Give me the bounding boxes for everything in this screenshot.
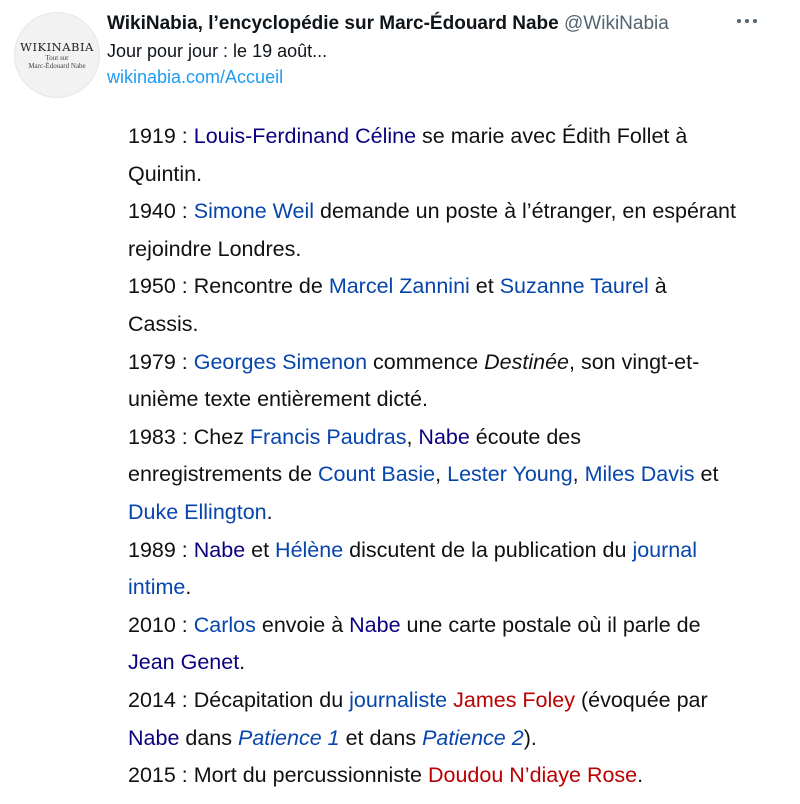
entry-text: 2015 : Mort du percussionniste <box>128 763 428 788</box>
tweet-link[interactable]: wikinabia.com/Accueil <box>107 67 284 87</box>
entry-text: ). <box>523 725 537 750</box>
entry-link[interactable]: Lester Young <box>447 462 573 487</box>
entry-text: et <box>469 274 500 299</box>
entry-link[interactable]: Georges Simenon <box>193 349 368 374</box>
entry-text: demande un poste à l’étranger, en espérant rejoindre Londres. <box>128 199 736 261</box>
entry-text: 1983 : Chez <box>128 424 250 449</box>
entry-link[interactable]: Suzanne Taurel <box>499 274 649 299</box>
avatar-tagline-1: Tout sur <box>45 54 69 62</box>
entry-link[interactable]: journal intime <box>128 537 697 600</box>
entry-link[interactable]: Francis Paudras <box>249 424 407 449</box>
more-dot <box>753 19 757 23</box>
entry-2010 <box>128 607 738 682</box>
entry-link[interactable]: Patience 2 <box>422 725 524 750</box>
entry-text: 1979 : <box>128 349 194 374</box>
entry-link[interactable]: Nabe <box>349 612 401 637</box>
entry-link[interactable]: Duke Ellington <box>128 499 267 524</box>
entry-link[interactable]: Nabe <box>128 725 180 750</box>
entry-text: 2010 : <box>128 612 194 637</box>
author-line <box>107 12 780 36</box>
entry-text: dans <box>179 725 238 750</box>
entry-link[interactable]: James Foley <box>453 687 575 712</box>
more-dot <box>737 19 741 23</box>
entry-link[interactable]: Carlos <box>193 612 256 637</box>
tweet-header <box>107 12 780 90</box>
entry-text: 1919 : <box>128 124 194 148</box>
entry-text: 1940 : <box>128 199 194 224</box>
entry-link[interactable]: Count Basie <box>318 462 436 487</box>
entry-text: 1950 : Rencontre de <box>128 274 329 299</box>
entry-text: 1989 : <box>128 537 194 562</box>
entry-text: se marie avec Édith Follet à Quintin. <box>128 124 688 186</box>
user-handle[interactable]: @WikiNabia <box>564 13 669 34</box>
entry-link[interactable]: Hélène <box>275 537 344 562</box>
entry-text: (évoquée par <box>575 687 708 712</box>
entry-1989 <box>128 532 738 607</box>
entry-text: commence <box>367 349 485 374</box>
entry-text: . <box>637 763 644 788</box>
entry-text: et dans <box>339 725 423 750</box>
entry-link[interactable]: Louis-Ferdinand Céline <box>193 124 417 148</box>
entry-1950 <box>128 268 738 343</box>
tweet-text: Jour pour jour : le 19 août... <box>107 41 328 61</box>
entry-link[interactable]: Marcel Zannini <box>328 274 470 299</box>
entry-link[interactable]: Simone Weil <box>193 199 315 224</box>
avatar-brand-text: WIKINABIA <box>20 40 94 54</box>
entry-link[interactable]: Doudou N’diaye Rose <box>427 763 638 788</box>
entry-text: . <box>239 650 246 675</box>
more-dot <box>745 19 749 23</box>
entry-text: écoute des enregistrements de <box>128 424 581 487</box>
entry-text: envoie à <box>255 612 350 637</box>
entry-1979 <box>128 344 738 419</box>
avatar-tagline-2: Marc-Édouard Nabe <box>28 62 86 70</box>
entry-1919 <box>128 118 738 193</box>
entry-text: , <box>435 462 448 487</box>
entry-2015 <box>128 757 738 795</box>
entry-text: . <box>266 499 273 524</box>
tweet-image-content <box>128 118 738 795</box>
entry-1983 <box>128 419 738 532</box>
entry-text: à Cassis. <box>128 274 667 336</box>
entry-text: , <box>572 462 585 487</box>
entry-text: 2014 : Décapitation du <box>128 687 350 712</box>
entry-text: et <box>694 462 719 487</box>
more-options-icon[interactable] <box>737 14 767 28</box>
entry-text: une carte postale où il parle de <box>400 612 701 637</box>
entry-text: et <box>245 537 276 562</box>
entry-text: discutent de la publication du <box>343 537 633 562</box>
entry-text: , <box>406 424 419 449</box>
entry-2014 <box>128 682 738 757</box>
entry-link[interactable]: Nabe <box>418 424 470 449</box>
entry-italic: Destinée <box>484 349 570 374</box>
entry-link[interactable]: Patience 1 <box>237 725 340 750</box>
entry-link[interactable]: Jean Genet <box>128 650 240 675</box>
entry-link[interactable]: journaliste <box>349 687 448 712</box>
profile-avatar[interactable] <box>14 12 100 98</box>
entry-text: . <box>185 575 192 600</box>
display-name[interactable]: WikiNabia, l’encyclopédie sur Marc-Édouard Nabe <box>107 13 559 34</box>
entry-link[interactable]: Nabe <box>193 537 246 562</box>
entry-1940 <box>128 193 738 268</box>
entry-text: , son vingt-et-unième texte entièrement dicté. <box>128 349 700 412</box>
entry-link[interactable]: Miles Davis <box>584 462 695 487</box>
